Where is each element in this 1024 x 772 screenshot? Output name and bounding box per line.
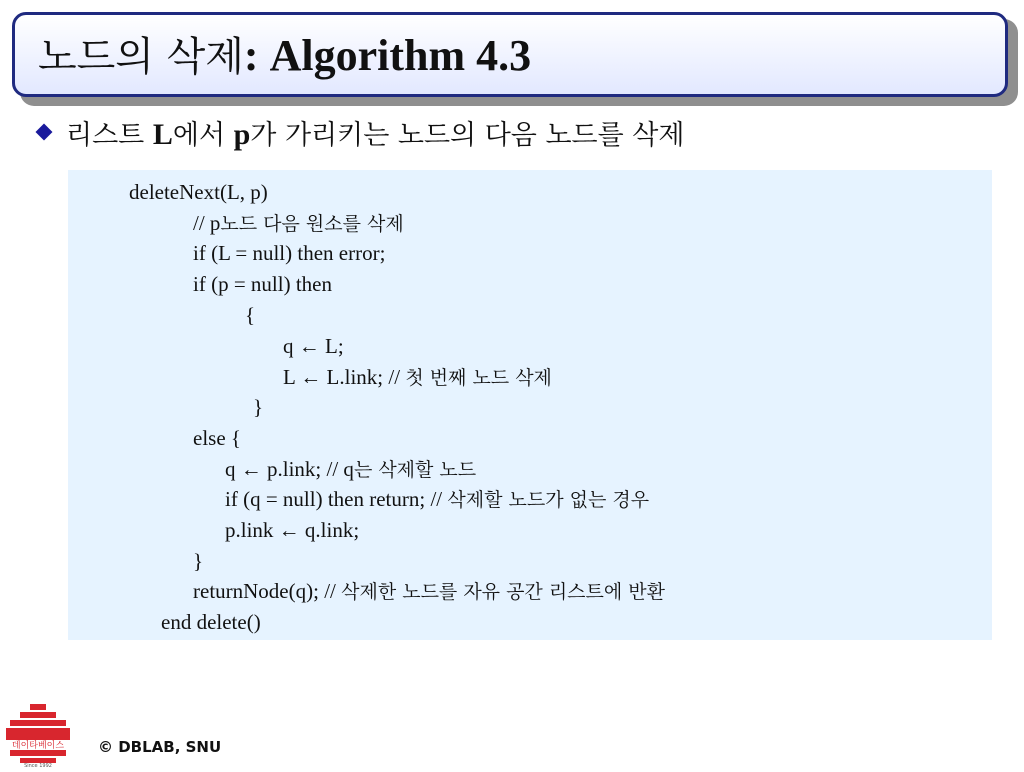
- code-line: if (p = null) then: [193, 272, 332, 296]
- bullet-part1: 리스트: [66, 119, 153, 151]
- title-english: : Algorithm 4.3: [243, 31, 532, 80]
- code-line: // p노드 다음 원소를 삭제: [193, 211, 404, 235]
- code-line: if (q = null) then return; // 삭제할 노드가 없는 경우: [225, 487, 650, 511]
- svg-text:Since 1992: Since 1992: [24, 763, 52, 768]
- code-line: L ← L.link; // 첫 번째 노드 삭제: [283, 365, 552, 389]
- slide-title: [38, 26, 531, 87]
- code-line: {: [245, 303, 256, 327]
- code-line: }: [193, 549, 204, 573]
- bullet-part2: 에서: [172, 119, 234, 151]
- bullet-part3: 가 가리키는 노드의 다음 노드를 삭제: [250, 119, 685, 151]
- bullet-text: [66, 113, 684, 152]
- code-line: q ← L;: [283, 334, 344, 358]
- code-line: q ← p.link; // q는 삭제할 노드: [225, 457, 477, 481]
- footer-copyright: © DBLAB, SNU: [98, 738, 222, 756]
- svg-text:데이타베이스: 데이타베이스: [11, 741, 65, 751]
- code-line: p.link ← q.link;: [225, 518, 360, 542]
- code-block: [68, 170, 992, 640]
- code-line: }: [253, 395, 264, 419]
- title-korean: 노드의 삭제: [38, 34, 244, 80]
- code-line: else {: [193, 426, 241, 450]
- code-line: if (L = null) then error;: [193, 241, 386, 265]
- bullet-row: [34, 110, 684, 154]
- code-line: end delete(): [161, 610, 261, 634]
- code-line: deleteNext(L, p): [129, 180, 268, 204]
- database-lab-logo-icon: [0, 700, 76, 768]
- bullet-l: L: [152, 117, 173, 151]
- code-line: returnNode(q); // 삭제한 노드를 자유 공간 리스트에 반환: [193, 579, 665, 603]
- diamond-bullet-icon: [36, 124, 53, 141]
- bullet-p: p: [233, 117, 251, 151]
